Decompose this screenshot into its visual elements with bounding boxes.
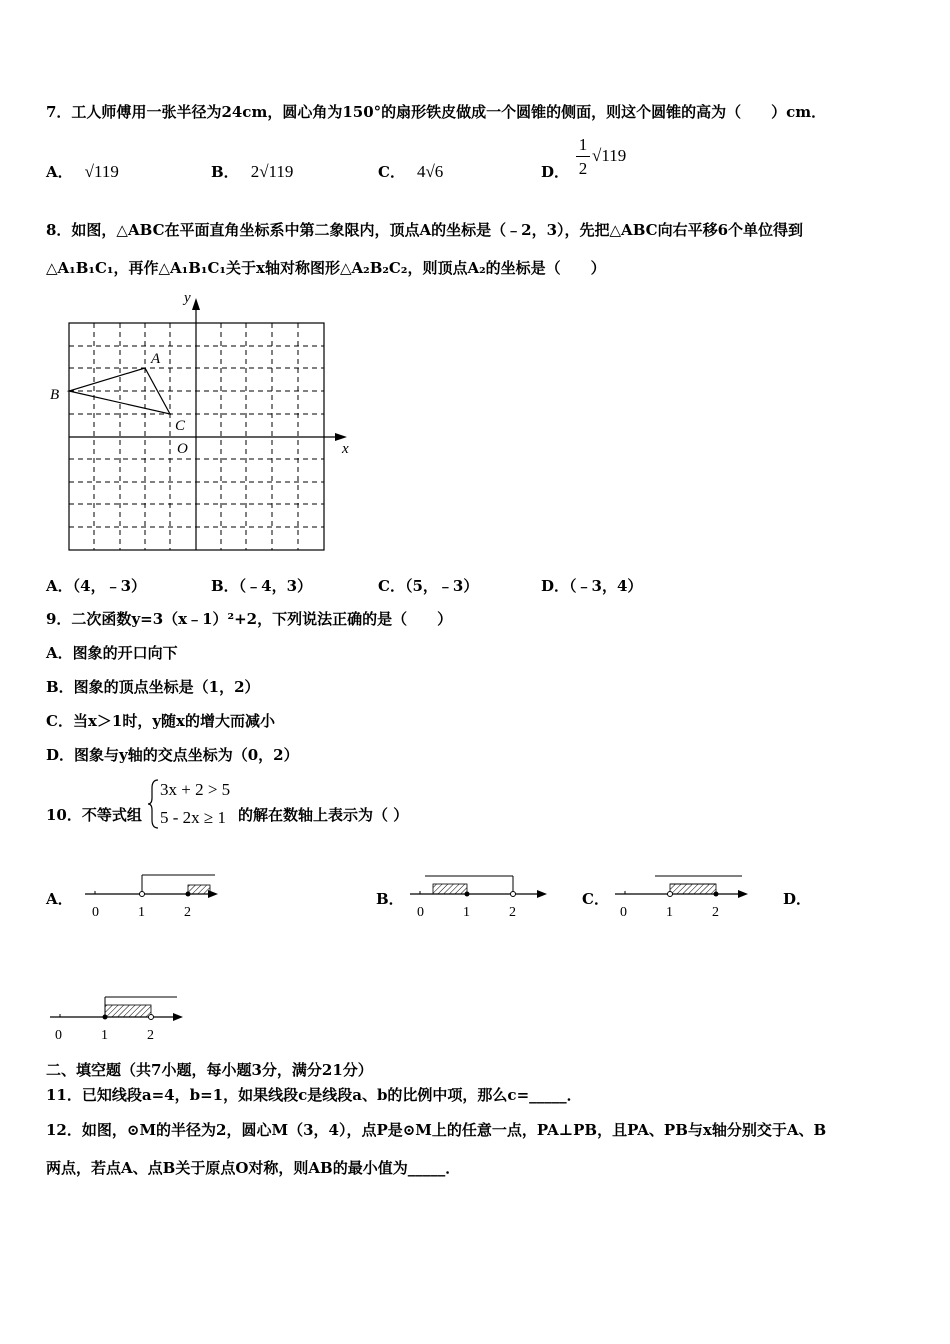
q7-option-c-label: C．	[378, 163, 405, 181]
q10-option-a-label[interactable]: A．	[46, 890, 73, 908]
q11-stem: 11．已知线段a=4，b=1，如果线段c是线段a、b的比例中项，那么c=_____．	[46, 1086, 582, 1104]
q7-option-d[interactable]	[541, 162, 569, 182]
q8-option-d[interactable]: D．（﹣3，4）	[541, 577, 643, 595]
q8-option-a[interactable]: A．（4，﹣3）	[46, 577, 147, 595]
q10-numberline-c[interactable]	[610, 870, 760, 920]
q9-option-c[interactable]: C．当x＞1时，y随x的增大而减小	[46, 712, 275, 730]
svg-text:0: 0	[417, 905, 424, 920]
q7-option-b-label: B．	[211, 163, 239, 181]
q10-option-d-label[interactable]: D．	[783, 890, 812, 908]
label-x: x	[342, 441, 349, 457]
q10-inequality-2: 5 - 2x ≥ 1	[160, 808, 226, 827]
q12-stem-line2: 两点，若点A、点B关于原点O对称，则AB的最小值为_____．	[46, 1159, 461, 1177]
q7-option-d-denominator: 2	[578, 159, 588, 178]
svg-text:1: 1	[463, 905, 470, 920]
q7-option-a-label: A．	[46, 163, 73, 181]
q12-stem-line1: 12．如图，⊙M的半径为2，圆心M（3，4），点P是⊙M上的任意一点，PA⊥PB，且PA、PB与x轴分别交于A、B	[46, 1121, 827, 1139]
q10-numberline-d[interactable]	[45, 993, 195, 1043]
label-b: B	[50, 387, 60, 403]
q7-option-c[interactable]	[378, 162, 443, 182]
q9-option-b[interactable]: B．图象的顶点坐标是（1，2）	[46, 678, 260, 696]
label-c: C	[175, 418, 186, 434]
q8-stem-line1: 8．如图，△ABC在平面直角坐标系中第二象限内，顶点A的坐标是（﹣2，3），先把△ABC向右平移6个单位得到	[46, 221, 804, 239]
q8-option-b[interactable]: B．（﹣4，3）	[211, 577, 313, 595]
svg-text:0: 0	[92, 905, 99, 920]
q7-option-b-value: 2√119	[250, 162, 294, 181]
svg-text:1: 1	[666, 905, 673, 920]
x-axis-arrow	[335, 433, 347, 441]
section2-title: 二、填空题（共7小题，每小题3分，满分21分）	[46, 1061, 373, 1079]
label-y: y	[184, 290, 191, 306]
q8-stem-line2: △A₁B₁C₁，再作△A₁B₁C₁关于x轴对称图形△A₂B₂C₂，则顶点A₂的坐标是（ ）	[46, 259, 606, 277]
q10-option-c-label[interactable]: C．	[582, 890, 609, 908]
q7-option-a-value: √119	[84, 162, 119, 181]
q7-option-d-fraction-bar	[576, 156, 590, 157]
svg-text:2: 2	[147, 1028, 154, 1043]
q10-option-b-label[interactable]: B．	[376, 890, 404, 908]
q10-numberline-a[interactable]	[80, 870, 230, 920]
q9-option-a[interactable]: A．图象的开口向下	[46, 644, 178, 662]
label-o: O	[177, 441, 188, 457]
svg-text:2: 2	[184, 905, 191, 920]
q7-option-b[interactable]	[211, 162, 293, 182]
q10-inequality-1: 3x + 2 > 5	[160, 780, 231, 799]
svg-text:2: 2	[712, 905, 719, 920]
q7-option-a[interactable]	[46, 162, 119, 182]
q8-coordinate-figure	[45, 290, 365, 560]
svg-text:1: 1	[101, 1028, 108, 1043]
q10-prefix: 10．不等式组	[46, 806, 142, 824]
q9-stem: 9．二次函数y=3（x﹣1）²+2，下列说法正确的是（ ）	[46, 610, 453, 628]
q9-option-d[interactable]: D．图象与y轴的交点坐标为（0，2）	[46, 746, 299, 764]
y-axis-arrow	[192, 298, 200, 310]
q10-suffix: 的解在数轴上表示为（ ）	[238, 806, 409, 824]
q7-option-d-label: D．	[541, 163, 570, 181]
q7-option-d-root: √119	[592, 146, 627, 165]
q8-option-c[interactable]: C．（5，﹣3）	[378, 577, 479, 595]
svg-text:1: 1	[138, 905, 145, 920]
label-a: A	[151, 351, 161, 367]
q10-numberline-b[interactable]	[405, 870, 555, 920]
svg-text:0: 0	[620, 905, 627, 920]
svg-text:2: 2	[509, 905, 516, 920]
q7-option-d-numerator: 1	[578, 135, 588, 154]
svg-text:0: 0	[55, 1028, 62, 1043]
q7-stem: 7．工人师傅用一张半径为24cm，圆心角为150°的扇形铁皮做成一个圆锥的侧面，则这个圆锥的高为（ ）cm．	[46, 103, 827, 121]
q7-option-c-value: 4√6	[416, 162, 444, 181]
